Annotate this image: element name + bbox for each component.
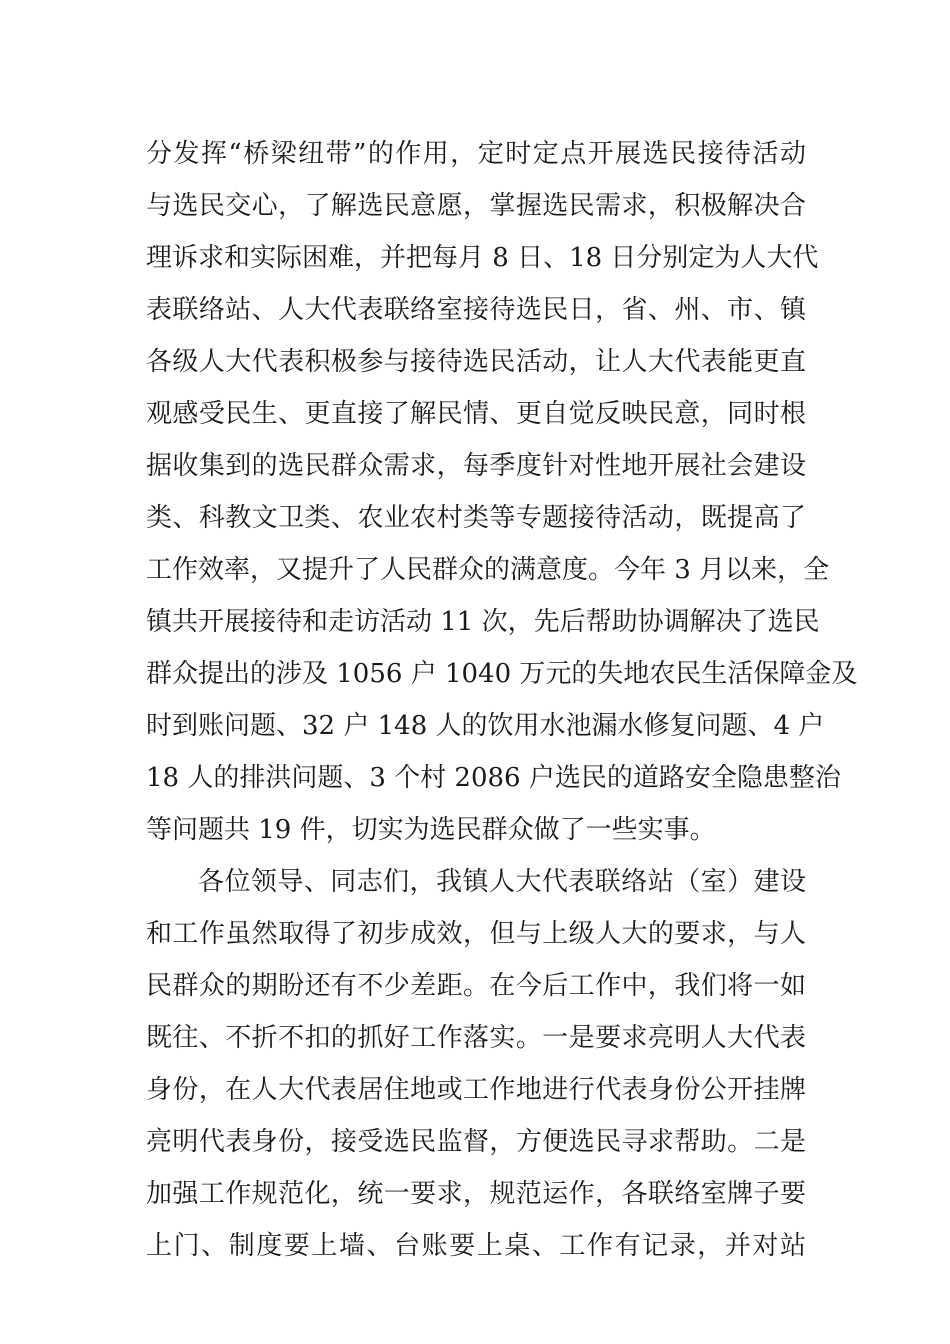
text-line: 亮明代表身份，接受选民监督，方便选民寻求帮助。二是 [146, 1127, 806, 1157]
text-line: 18 人的排洪问题、3 个村 2086 户选民的道路安全隐患整治 [146, 763, 841, 793]
text-line: 工作效率，又提升了人民群众的满意度。今年 3 月以来，全 [146, 555, 830, 585]
text-line: 既往、不折不扣的抓好工作落实。一是要求亮明人大代表 [146, 1023, 806, 1053]
text-line: 据收集到的选民群众需求，每季度针对性地开展社会建设 [146, 451, 806, 481]
text-line: 表联络站、人大代表联络室接待选民日，省、州、市、镇 [146, 295, 806, 325]
text-line: 各级人大代表积极参与接待选民活动，让人大代表能更直 [146, 347, 806, 377]
text-line: 身份，在人大代表居住地或工作地进行代表身份公开挂牌 [146, 1075, 806, 1105]
text-line: 镇共开展接待和走访活动 11 次，先后帮助协调解决了选民 [146, 607, 820, 637]
text-line: 和工作虽然取得了初步成效，但与上级人大的要求，与人 [146, 919, 806, 949]
text-line: 群众提出的涉及 1056 户 1040 万元的失地农民生活保障金及 [146, 659, 858, 689]
text-line: 民群众的期盼还有不少差距。在今后工作中，我们将一如 [146, 971, 806, 1001]
text-line: 时到账问题、32 户 148 人的饮用水池漏水修复问题、4 户 [146, 711, 825, 741]
text-line: 分发挥“桥梁纽带”的作用，定时定点开展选民接待活动 [146, 139, 806, 169]
paragraph-start-line: 各位领导、同志们，我镇人大代表联络站（室）建设 [198, 867, 806, 897]
text-line: 与选民交心，了解选民意愿，掌握选民需求，积极解决合 [146, 191, 806, 221]
text-line: 类、科教文卫类、农业农村类等专题接待活动，既提高了 [146, 503, 806, 533]
text-line: 上门、制度要上墙、台账要上桌、工作有记录，并对站 [146, 1231, 806, 1261]
text-line: 观感受民生、更直接了解民情、更自觉反映民意，同时根 [146, 399, 806, 429]
text-line: 加强工作规范化，统一要求，规范运作，各联络室牌子要 [146, 1179, 806, 1209]
paragraph-end-line: 等问题共 19 件，切实为选民群众做了一些实事。 [146, 815, 716, 845]
text-line: 理诉求和实际困难，并把每月 8 日、18 日分别定为人大代 [146, 243, 819, 273]
body-text [146, 128, 858, 1272]
